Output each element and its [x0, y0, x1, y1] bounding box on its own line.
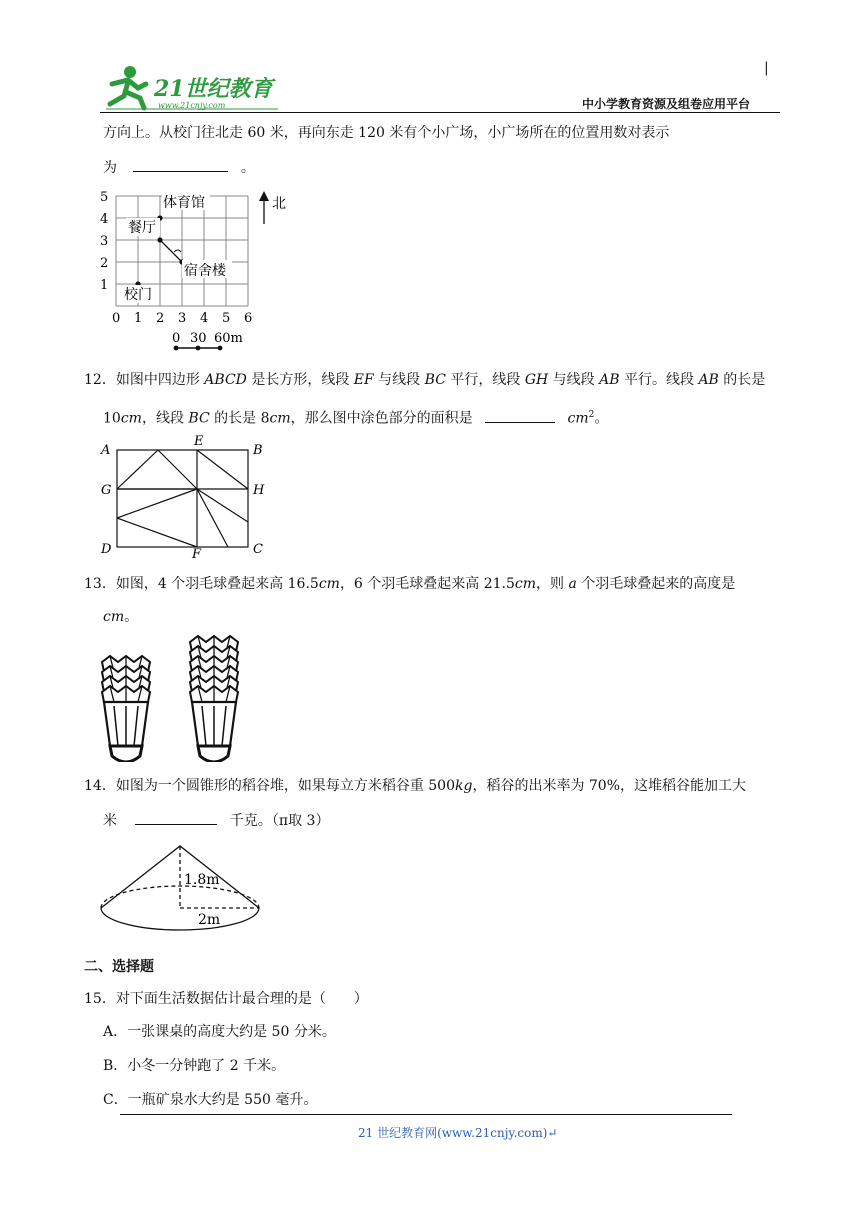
q12-line2: 10cm，线段 BC 的长是 8cm，那么图中涂色部分的面积是 $cm^2$。: [103, 405, 608, 429]
q13-shuttlecock-figure: [96, 632, 256, 762]
scale-60m: 60m: [214, 331, 243, 346]
north-label: 北: [272, 196, 286, 212]
x-tick-1: 1: [134, 311, 143, 326]
canteen-dorm-line: [160, 240, 182, 262]
q11-prefix: 为: [103, 160, 117, 176]
angle-mark: [174, 250, 181, 252]
q15-option-c[interactable]: C．一瓶矿泉水大约是 550 毫升。: [103, 1092, 318, 1108]
section-title: 二、选择题: [84, 959, 154, 975]
y-tick-4: 4: [100, 212, 109, 227]
x-tick-3: 3: [178, 311, 187, 326]
q14-answer-blank[interactable]: [135, 810, 217, 825]
shuttlecock-stack-4-icon: [102, 656, 150, 762]
q15-stem: 15．对下面生活数据估计最合理的是（ ）: [84, 991, 368, 1007]
shuttlecock-stack-6-icon: [190, 636, 238, 762]
point-d: D: [101, 542, 112, 557]
q12-number: 12．: [84, 372, 116, 388]
height-label: 1.8m: [184, 872, 220, 888]
y-tick-5: 5: [100, 190, 109, 205]
point-e: E: [194, 434, 204, 449]
gate-label: 校门: [124, 287, 152, 303]
point-a: A: [101, 443, 111, 458]
q14-line1: 14．如图为一个圆锥形的稻谷堆，如果每立方米稻谷重 500kg，稻谷的出米率为 70%，这堆稻谷能加工大: [84, 778, 747, 794]
q11-line2: [103, 157, 255, 178]
q11-suffix: 。: [240, 160, 255, 176]
q11-grid-figure: [88, 186, 298, 356]
x-tick-6: 6: [244, 311, 253, 326]
y-tick-1: 1: [100, 278, 109, 293]
scale-bar: [174, 346, 223, 351]
runner-icon: [110, 66, 146, 108]
footer-text: 21 世纪教育网(www.21cnjy.com)↵: [358, 1126, 558, 1140]
gym-label: 体育馆: [163, 195, 205, 211]
cone-base-front: [101, 908, 259, 930]
scale-30: 30: [190, 331, 207, 346]
header: [0, 0, 860, 115]
x-tick-2: 2: [156, 311, 165, 326]
radius-label: 2m: [198, 912, 221, 928]
point-c: C: [253, 542, 263, 557]
q15-option-a[interactable]: A．一张课桌的高度大约是 50 分米。: [103, 1024, 336, 1040]
point-h: H: [253, 483, 265, 498]
q14-number: 14．: [84, 778, 116, 794]
q12-rectangle-figure: [96, 432, 276, 560]
logo-url: www.21cnjy.com: [158, 101, 226, 110]
point-g: G: [101, 483, 112, 498]
q11-answer-blank[interactable]: [133, 157, 228, 172]
q15-option-b[interactable]: B．小冬一分钟跑了 2 千米。: [103, 1058, 286, 1074]
q11-line1: 方向上。从校门往北走 60 米，再向东走 120 米有个小广场，小广场所在的位置用数对表示: [103, 125, 670, 141]
q14-line2: 米 千克。（π取 3）: [103, 810, 329, 831]
north-arrow-icon: [259, 191, 269, 224]
header-rule: [100, 112, 780, 113]
y-tick-2: 2: [100, 256, 109, 271]
q14-cone-figure: [96, 840, 266, 944]
q13-line1: 13．如图，4 个羽毛球叠起来高 16.5cm，6 个羽毛球叠起来高 21.5cm，则 a 个羽毛球叠起来的高度是: [84, 576, 736, 592]
x-tick-4: 4: [200, 311, 209, 326]
header-right-title: 中小学教育资源及组卷应用平台: [582, 97, 751, 111]
x-tick-0: 0: [112, 311, 121, 326]
logo-text: 21世纪教育: [154, 76, 273, 102]
canteen-label: 餐厅: [128, 220, 156, 236]
scale-0: 0: [172, 331, 181, 346]
dorm-label: 宿舍楼: [184, 263, 226, 279]
q12-answer-blank[interactable]: [485, 408, 555, 423]
x-tick-5: 5: [222, 311, 231, 326]
rect-abcd: [117, 450, 248, 547]
y-tick-3: 3: [100, 234, 109, 249]
q13-line2: cm。: [103, 609, 139, 625]
page-mark: |: [764, 60, 769, 76]
q12-line1: 12．如图中四边形 ABCD 是长方形，线段 EF 与线段 BC 平行，线段 GH 与线段 AB 平行。线段 AB 的长是: [84, 372, 766, 388]
footer-rule: [120, 1114, 732, 1115]
point-f: F: [192, 547, 202, 560]
point-b: B: [253, 443, 263, 458]
q13-number: 13．: [84, 576, 116, 592]
logo: [100, 62, 290, 112]
